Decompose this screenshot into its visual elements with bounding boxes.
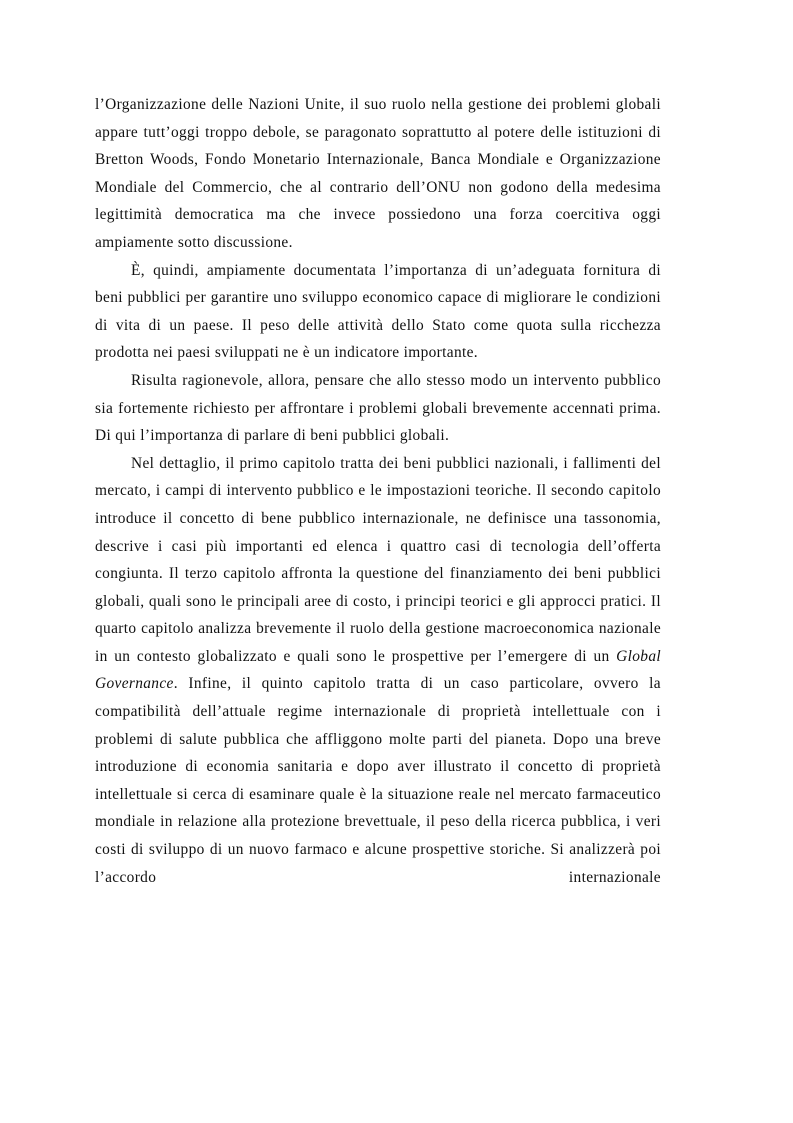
document-page xyxy=(95,91,661,891)
paragraph-public-goods-supply: È, quindi, ampiamente documentata l’importanza di un’adeguata fornitura di beni pubblici per garantire uno sviluppo economico capace di migliorare le condizioni di vita di un paese. Il peso delle attività dello Stato come quota sulla ricchezza prodotta nei paesi sviluppati ne è un indicatore importante. xyxy=(95,261,661,362)
paragraph-global-problems: Risulta ragionevole, allora, pensare che allo stesso modo un intervento pubblico sia fortemente richiesto per affrontare i problemi globali brevemente accennati prima. Di qui l’importanza di parlare di beni pubblici globali. xyxy=(95,371,661,445)
chapter-overview-text-end: . Infine, il quinto capitolo tratta di un caso particolare, ovvero la compatibilità dell’attuale regime internazionale di proprietà intellettuale con i problemi di salute pubblica che affliggono molte parti del pianeta. Dopo una breve introduzione di economia sanitaria e dopo aver illustrato il concetto di proprietà intellettuale si cerca di esaminare quale è la situazione reale nel mercato farmaceutico mondiale in relazione alla protezione brevettuale, il peso della ricerca pubblica, i veri costi di sviluppo di un nuovo farmaco e alcune prospettive storiche. Si analizzerà poi l’accordo internazionale xyxy=(95,675,661,886)
paragraph-chapter-overview xyxy=(95,450,661,892)
chapter-overview-text-start: Nel dettaglio, il primo capitolo tratta dei beni pubblici nazionali, i fallimenti del mercato, i campi di intervento pubblico e le impostazioni teoriche. Il secondo capitolo introduce il concetto di bene pubblico internazionale, ne definisce una tassonomia, descrive i casi più importanti ed elenca i quattro casi di tecnologia dell’offerta congiunta. Il terzo capitolo affronta la questione del finanziamento dei beni pubblici globali, quali sono le principali aree di costo, i principi teorici e gli approcci pratici. Il quarto capitolo analizza brevemente il ruolo della gestione macroeconomica nazionale in un contesto globalizzato e quali sono le prospettive per l’emergere di un xyxy=(95,454,661,665)
global-governance-term: Global Governance xyxy=(95,647,661,693)
paragraph-onu-role: l’Organizzazione delle Nazioni Unite, il suo ruolo nella gestione dei problemi globali appare tutt’oggi troppo debole, se paragonato soprattutto al potere delle istituzioni di Bretton Woods, Fondo Monetario Internazionale, Banca Mondiale e Organizzazione Mondiale del Commercio, che al contrario dell’ONU non godono della medesima legittimità democratica ma che invece possiedono una forza coercitiva oggi ampiamente sotto discussione. xyxy=(95,96,661,251)
